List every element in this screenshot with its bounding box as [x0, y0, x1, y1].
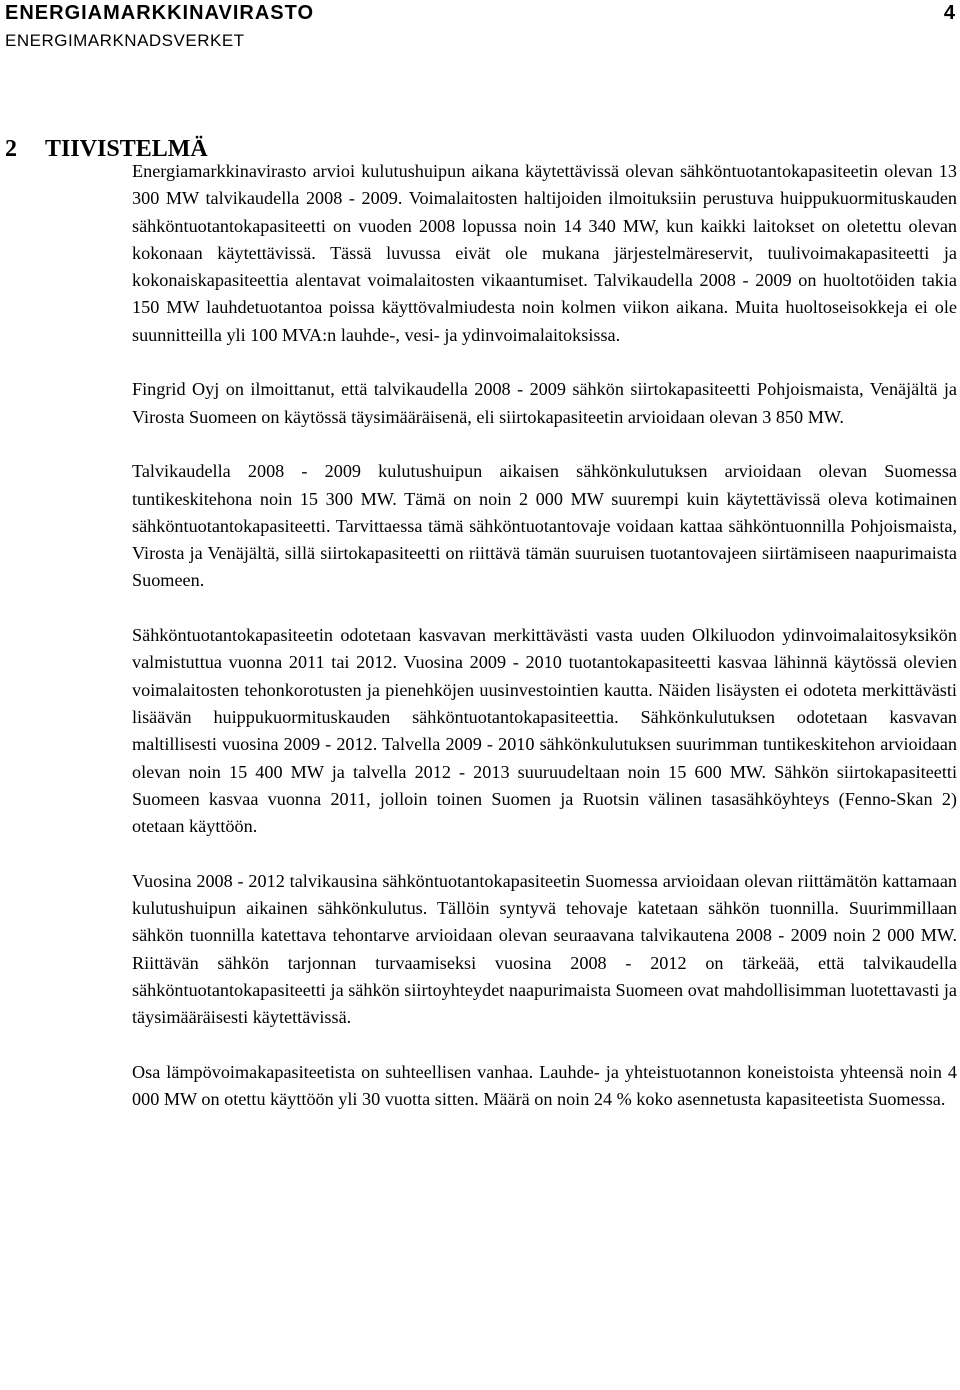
document-body [132, 158, 957, 1141]
section-title: TIIVISTELMÄ [45, 136, 208, 162]
organization-name-finnish: ENERGIAMARKKINAVIRASTO [5, 2, 315, 24]
paragraph: Osa lämpövoimakapasiteetista on suhteellisen vanhaa. Lauhde- ja yhteistuotannon koneistoista yhteensä noin 4 000 MW on otettu käyttöön yli 30 vuotta sitten. Määrä on noin 24 % koko asennetusta kapasiteetista Suomessa. [132, 1061, 957, 1110]
organization-name-swedish: ENERGIMARKNADSVERKET [5, 31, 245, 50]
section-number: 2 [5, 136, 17, 162]
paragraph: Fingrid Oyj on ilmoittanut, että talvikaudella 2008 - 2009 sähkön siirtokapasiteetti Pohjoismaista, Venäjältä ja Virosta Suomeen on käytössä täysimääräisenä, eli siirtokapasiteetin arvioidaan olevan 3 850 MW. [132, 379, 957, 427]
paragraph: Vuosina 2008 - 2012 talvikausina sähköntuotantokapasiteetin Suomessa arvioidaan olevan riittämätön kattamaan kulutushuipun aikainen sähkönkulutus. Tällöin syntyvä tehovaje katetaan sähkön tuonnilla. Suurimmillaan sähkön tuonnilla katettava tehontarve arvioidaan olevan seuraavana talvikautena 2008 - 2009 noin 2 000 MW. Riittävän sähkön tarjonnan turvaamiseksi vuosina 2008 - 2012 on tärkeää, että talvikaudella sähköntuotantokapasiteetti ja sähkön siirtoyhteydet naapurimaista Suomeen ovat mahdollisimman luotettavasti ja täysimääräisesti käytettävissä. [132, 870, 957, 1028]
paragraph: Talvikaudella 2008 - 2009 kulutushuipun aikaisen sähkönkulutuksen arvioidaan olevan Suomessa tuntikeskitehona noin 15 300 MW. Tämä on noin 2 000 MW suurempi kuin käytettävissä oleva kotimainen sähköntuotantokapasiteetti. Tarvittaessa tämä sähköntuotantovaje voidaan kattaa sähköntuonnilla Pohjoismaista, Virosta ja Venäjältä, sillä siirtokapasiteetti on riittävä tämän suuruisen tuotantovajeen siirtämiseen naapurimaista Suomeen. [132, 461, 957, 591]
paragraph: Sähköntuotantokapasiteetin odotetaan kasvavan merkittävästi vasta uuden Olkiluodon ydinvoimalaitosyksikön valmistuttua vuonna 2011 tai 2012. Vuosina 2009 - 2010 tuotantokapasiteetti kasvaa lähinnä käytössä olevien voimalaitosten tehonkorotusten ja pienehköjen uusinvestointien kautta. Näiden lisäysten ei odoteta merkittävästi lisäävän huippukuormituskauden sähköntuotantokapasiteettia. Sähkönkulutuksen odotetaan kasvavan maltillisesti vuosina 2009 - 2012. Talvella 2009 - 2010 sähkönkulutuksen suurimman tuntikeskitehon arvioidaan olevan noin 15 400 MW ja talvella 2012 - 2013 suuruudeltaan noin 15 600 MW. Sähkön siirtokapasiteetti Suomeen kasvaa vuonna 2011, jolloin toinen Suomen ja Ruotsin välinen tasasähköyhteys (Fenno-Skan 2) otetaan käyttöön. [132, 625, 957, 837]
page-number: 4 [943, 2, 955, 24]
paragraph: Energiamarkkinavirasto arvioi kulutushuipun aikana käytettävissä olevan sähköntuotantokapasiteetin olevan 13 300 MW talvikaudella 2008 - 2009. Voimalaitosten haltijoiden ilmoituksiin perustuva huippukuormituskauden sähköntuotantokapasiteetti on vuoden 2008 lopussa noin 14 340 MW, kun kaikki laitokset on oletettu olevan kokonaan käytettävissä. Tässä luvussa eivät ole mukana järjestelmäreservit, tuulivoimakapasiteetti ja kokonaiskapasiteettia alentavat voimalaitosten vikaantumiset. Talvikaudella 2008 - 2009 on huoltotöiden takia 150 MW lauhdetuotantoa poissa käyttövalmiudesta noin kolmen viikon aikana. Muita huoltoseisokkeja ei ole suunnitteilla yli 100 MVA:n lauhde-, vesi- ja ydinvoimalaitoksissa. [132, 161, 957, 345]
